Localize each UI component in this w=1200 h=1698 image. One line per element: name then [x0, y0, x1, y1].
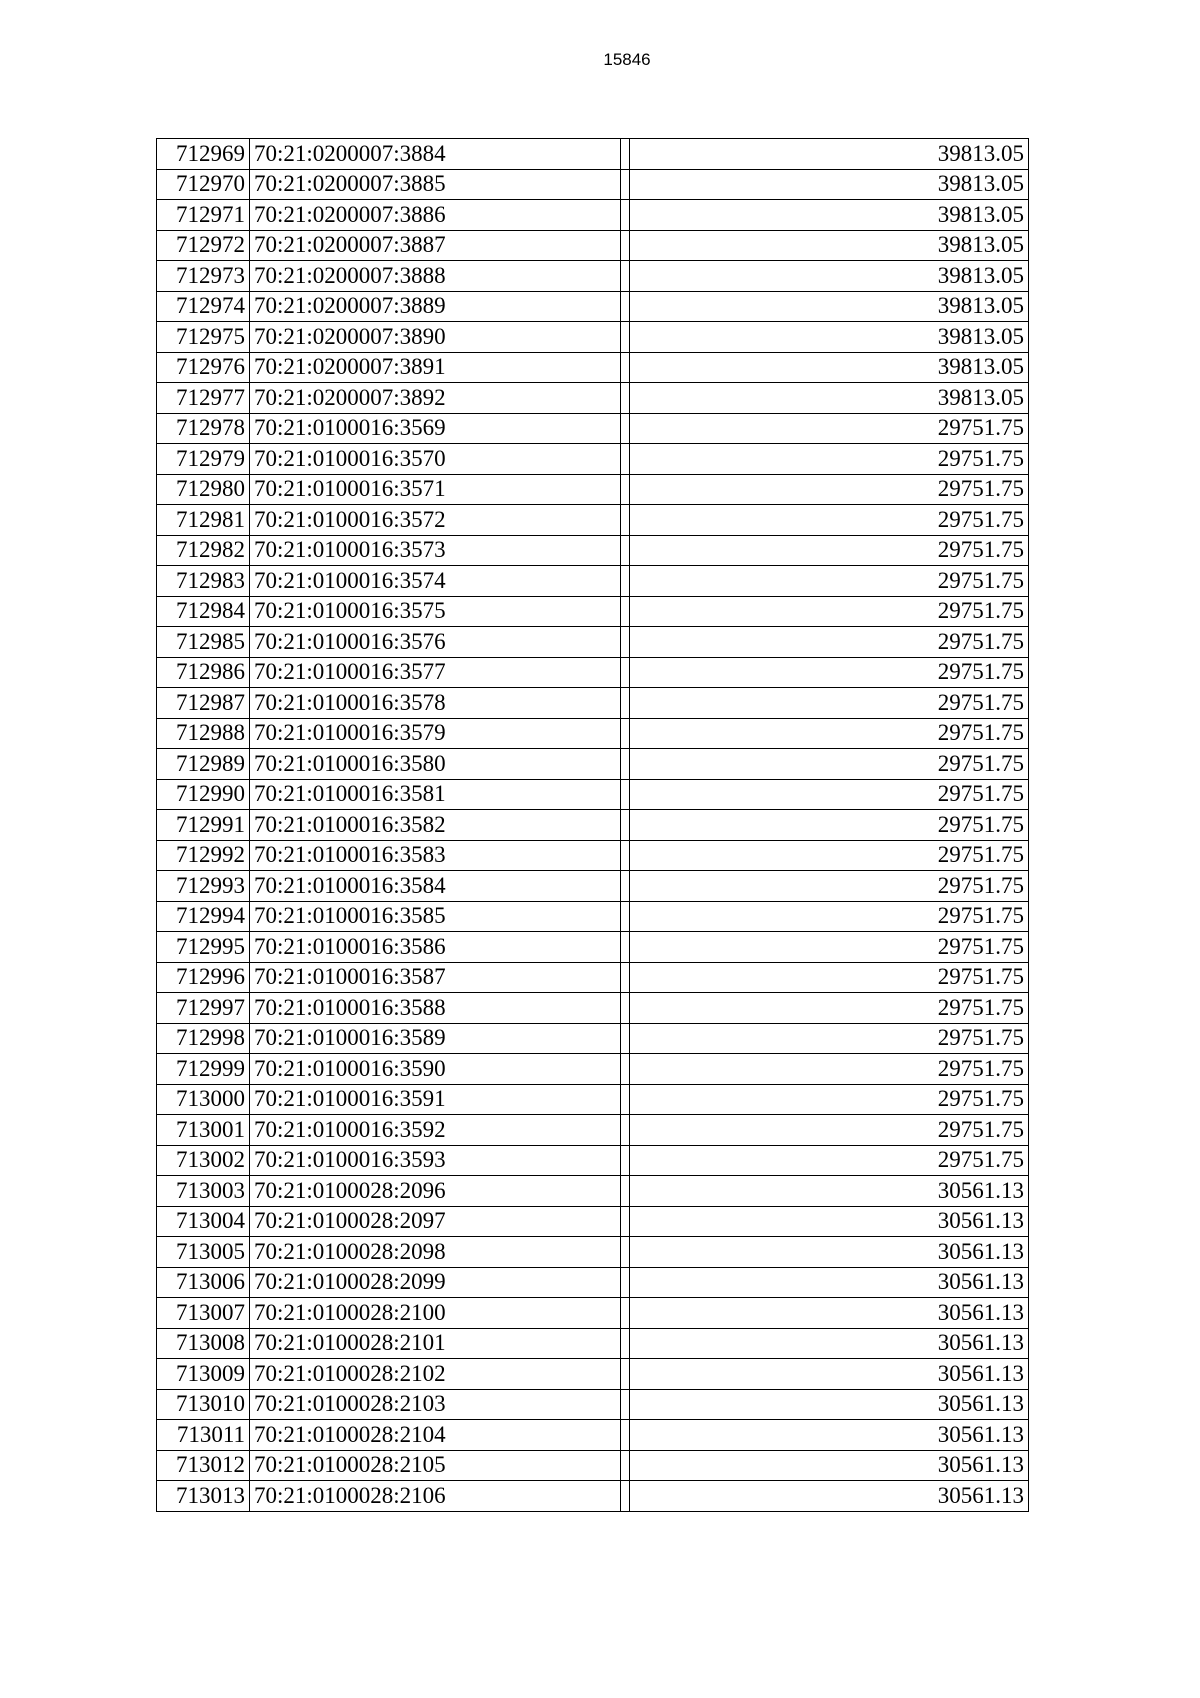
row-number: 713011 [157, 1420, 250, 1451]
value: 29751.75 [630, 871, 1029, 902]
blank-cell [621, 1267, 630, 1298]
cadastral-number: 70:21:0100016:3592 [250, 1115, 621, 1146]
blank-cell [621, 200, 630, 231]
blank-cell [621, 230, 630, 261]
cadastral-number: 70:21:0100016:3579 [250, 718, 621, 749]
value: 29751.75 [630, 566, 1029, 597]
row-number: 712985 [157, 627, 250, 658]
cadastral-number: 70:21:0100028:2100 [250, 1298, 621, 1329]
row-number: 712989 [157, 749, 250, 780]
row-number: 713001 [157, 1115, 250, 1146]
table-row [157, 139, 1029, 170]
value: 29751.75 [630, 474, 1029, 505]
value: 29751.75 [630, 1054, 1029, 1085]
table-row [157, 535, 1029, 566]
value: 30561.13 [630, 1328, 1029, 1359]
table-row [157, 1359, 1029, 1390]
value: 29751.75 [630, 1145, 1029, 1176]
row-number: 712998 [157, 1023, 250, 1054]
cadastral-number: 70:21:0100016:3582 [250, 810, 621, 841]
table-row [157, 505, 1029, 536]
table-row [157, 1267, 1029, 1298]
table-row [157, 993, 1029, 1024]
blank-cell [621, 1054, 630, 1085]
blank-cell [621, 779, 630, 810]
row-number: 712971 [157, 200, 250, 231]
table-row [157, 688, 1029, 719]
blank-cell [621, 474, 630, 505]
value: 29751.75 [630, 505, 1029, 536]
blank-cell [621, 962, 630, 993]
value: 29751.75 [630, 901, 1029, 932]
row-number: 713008 [157, 1328, 250, 1359]
blank-cell [621, 1237, 630, 1268]
blank-cell [621, 169, 630, 200]
data-table [156, 138, 1029, 1512]
blank-cell [621, 261, 630, 292]
value: 39813.05 [630, 261, 1029, 292]
cadastral-number: 70:21:0100016:3583 [250, 840, 621, 871]
cadastral-number: 70:21:0100016:3573 [250, 535, 621, 566]
row-number: 713007 [157, 1298, 250, 1329]
row-number: 712980 [157, 474, 250, 505]
blank-cell [621, 291, 630, 322]
table-row [157, 261, 1029, 292]
value: 30561.13 [630, 1206, 1029, 1237]
cadastral-number: 70:21:0200007:3891 [250, 352, 621, 383]
page-number: 15846 [603, 50, 651, 69]
blank-cell [621, 749, 630, 780]
table-row [157, 627, 1029, 658]
row-number: 712984 [157, 596, 250, 627]
table-row [157, 200, 1029, 231]
cadastral-number: 70:21:0100028:2102 [250, 1359, 621, 1390]
value: 39813.05 [630, 322, 1029, 353]
table-row [157, 871, 1029, 902]
row-number: 712974 [157, 291, 250, 322]
cadastral-number: 70:21:0200007:3890 [250, 322, 621, 353]
row-number: 712982 [157, 535, 250, 566]
blank-cell [621, 566, 630, 597]
row-number: 712975 [157, 322, 250, 353]
table-row [157, 596, 1029, 627]
cadastral-number: 70:21:0200007:3892 [250, 383, 621, 414]
blank-cell [621, 383, 630, 414]
row-number: 712977 [157, 383, 250, 414]
blank-cell [621, 1359, 630, 1390]
blank-cell [621, 1420, 630, 1451]
table-row [157, 1481, 1029, 1512]
table-row [157, 352, 1029, 383]
blank-cell [621, 1023, 630, 1054]
value: 29751.75 [630, 444, 1029, 475]
table-row [157, 1054, 1029, 1085]
table-row [157, 1115, 1029, 1146]
cadastral-number: 70:21:0100016:3586 [250, 932, 621, 963]
row-number: 713006 [157, 1267, 250, 1298]
row-number: 713000 [157, 1084, 250, 1115]
row-number: 713002 [157, 1145, 250, 1176]
cadastral-number: 70:21:0100016:3575 [250, 596, 621, 627]
table-row [157, 1206, 1029, 1237]
cadastral-number: 70:21:0100028:2098 [250, 1237, 621, 1268]
table-row [157, 962, 1029, 993]
value: 29751.75 [630, 749, 1029, 780]
row-number: 713013 [157, 1481, 250, 1512]
value: 30561.13 [630, 1359, 1029, 1390]
table-row [157, 1298, 1029, 1329]
value: 29751.75 [630, 779, 1029, 810]
value: 30561.13 [630, 1389, 1029, 1420]
blank-cell [621, 413, 630, 444]
row-number: 712994 [157, 901, 250, 932]
value: 30561.13 [630, 1450, 1029, 1481]
row-number: 712993 [157, 871, 250, 902]
cadastral-number: 70:21:0100016:3587 [250, 962, 621, 993]
row-number: 712999 [157, 1054, 250, 1085]
table-row [157, 1145, 1029, 1176]
value: 29751.75 [630, 932, 1029, 963]
value: 30561.13 [630, 1298, 1029, 1329]
row-number: 713009 [157, 1359, 250, 1390]
row-number: 712972 [157, 230, 250, 261]
row-number: 712986 [157, 657, 250, 688]
row-number: 713003 [157, 1176, 250, 1207]
cadastral-number: 70:21:0100016:3577 [250, 657, 621, 688]
row-number: 712976 [157, 352, 250, 383]
cadastral-number: 70:21:0100016:3590 [250, 1054, 621, 1085]
value: 39813.05 [630, 291, 1029, 322]
table-row [157, 657, 1029, 688]
table-row [157, 474, 1029, 505]
value: 29751.75 [630, 413, 1029, 444]
value: 30561.13 [630, 1481, 1029, 1512]
cadastral-number: 70:21:0100016:3571 [250, 474, 621, 505]
blank-cell [621, 139, 630, 170]
table-row [157, 230, 1029, 261]
table-row [157, 322, 1029, 353]
table-row [157, 901, 1029, 932]
table-row [157, 932, 1029, 963]
row-number: 712970 [157, 169, 250, 200]
blank-cell [621, 444, 630, 475]
blank-cell [621, 1115, 630, 1146]
value: 30561.13 [630, 1420, 1029, 1451]
blank-cell [621, 1176, 630, 1207]
cadastral-number: 70:21:0200007:3886 [250, 200, 621, 231]
value: 29751.75 [630, 840, 1029, 871]
blank-cell [621, 718, 630, 749]
value: 29751.75 [630, 688, 1029, 719]
row-number: 712979 [157, 444, 250, 475]
cadastral-number: 70:21:0100028:2103 [250, 1389, 621, 1420]
cadastral-number: 70:21:0100028:2097 [250, 1206, 621, 1237]
cadastral-number: 70:21:0200007:3889 [250, 291, 621, 322]
blank-cell [621, 871, 630, 902]
row-number: 712992 [157, 840, 250, 871]
cadastral-number: 70:21:0200007:3885 [250, 169, 621, 200]
value: 39813.05 [630, 230, 1029, 261]
blank-cell [621, 1481, 630, 1512]
table-row [157, 810, 1029, 841]
value: 39813.05 [630, 200, 1029, 231]
table-row [157, 718, 1029, 749]
row-number: 712973 [157, 261, 250, 292]
blank-cell [621, 657, 630, 688]
cadastral-number: 70:21:0100016:3576 [250, 627, 621, 658]
cadastral-number: 70:21:0100028:2106 [250, 1481, 621, 1512]
row-number: 713010 [157, 1389, 250, 1420]
value: 30561.13 [630, 1176, 1029, 1207]
row-number: 713012 [157, 1450, 250, 1481]
blank-cell [621, 1328, 630, 1359]
value: 39813.05 [630, 352, 1029, 383]
row-number: 712978 [157, 413, 250, 444]
row-number: 712981 [157, 505, 250, 536]
row-number: 713005 [157, 1237, 250, 1268]
row-number: 712990 [157, 779, 250, 810]
row-number: 713004 [157, 1206, 250, 1237]
table-row [157, 1420, 1029, 1451]
row-number: 712987 [157, 688, 250, 719]
cadastral-number: 70:21:0100028:2105 [250, 1450, 621, 1481]
row-number: 712995 [157, 932, 250, 963]
row-number: 712969 [157, 139, 250, 170]
blank-cell [621, 1450, 630, 1481]
cadastral-number: 70:21:0100016:3589 [250, 1023, 621, 1054]
blank-cell [621, 932, 630, 963]
cadastral-number: 70:21:0100016:3588 [250, 993, 621, 1024]
cadastral-number: 70:21:0100016:3580 [250, 749, 621, 780]
table-row [157, 1023, 1029, 1054]
row-number: 712996 [157, 962, 250, 993]
blank-cell [621, 505, 630, 536]
table-body [157, 139, 1029, 1512]
cadastral-number: 70:21:0100028:2101 [250, 1328, 621, 1359]
cadastral-number: 70:21:0100016:3574 [250, 566, 621, 597]
value: 29751.75 [630, 962, 1029, 993]
value: 30561.13 [630, 1237, 1029, 1268]
cadastral-number: 70:21:0100016:3569 [250, 413, 621, 444]
blank-cell [621, 688, 630, 719]
table-row [157, 779, 1029, 810]
cadastral-number: 70:21:0200007:3888 [250, 261, 621, 292]
row-number: 712991 [157, 810, 250, 841]
cadastral-number: 70:21:0200007:3884 [250, 139, 621, 170]
blank-cell [621, 596, 630, 627]
cadastral-number: 70:21:0100016:3593 [250, 1145, 621, 1176]
cadastral-number: 70:21:0100028:2104 [250, 1420, 621, 1451]
cadastral-number: 70:21:0100016:3570 [250, 444, 621, 475]
table-row [157, 444, 1029, 475]
value: 29751.75 [630, 810, 1029, 841]
value: 30561.13 [630, 1267, 1029, 1298]
table-row [157, 840, 1029, 871]
cadastral-number: 70:21:0100016:3585 [250, 901, 621, 932]
blank-cell [621, 1389, 630, 1420]
table-row [157, 383, 1029, 414]
table-row [157, 566, 1029, 597]
blank-cell [621, 352, 630, 383]
blank-cell [621, 322, 630, 353]
table-row [157, 1237, 1029, 1268]
row-number: 712997 [157, 993, 250, 1024]
table-row [157, 291, 1029, 322]
blank-cell [621, 1298, 630, 1329]
table-row [157, 749, 1029, 780]
row-number: 712983 [157, 566, 250, 597]
blank-cell [621, 840, 630, 871]
value: 29751.75 [630, 627, 1029, 658]
blank-cell [621, 993, 630, 1024]
cadastral-number: 70:21:0100016:3591 [250, 1084, 621, 1115]
row-number: 712988 [157, 718, 250, 749]
blank-cell [621, 627, 630, 658]
blank-cell [621, 1145, 630, 1176]
table-row [157, 169, 1029, 200]
table-row [157, 1176, 1029, 1207]
table-row [157, 1450, 1029, 1481]
value: 29751.75 [630, 1023, 1029, 1054]
cadastral-number: 70:21:0100028:2096 [250, 1176, 621, 1207]
value: 29751.75 [630, 1115, 1029, 1146]
table-row [157, 1328, 1029, 1359]
value: 39813.05 [630, 139, 1029, 170]
table-row [157, 1084, 1029, 1115]
value: 29751.75 [630, 657, 1029, 688]
cadastral-number: 70:21:0100016:3584 [250, 871, 621, 902]
cadastral-number: 70:21:0200007:3887 [250, 230, 621, 261]
blank-cell [621, 901, 630, 932]
value: 39813.05 [630, 169, 1029, 200]
value: 29751.75 [630, 718, 1029, 749]
table-row [157, 1389, 1029, 1420]
blank-cell [621, 1084, 630, 1115]
blank-cell [621, 535, 630, 566]
cadastral-number: 70:21:0100028:2099 [250, 1267, 621, 1298]
value: 29751.75 [630, 993, 1029, 1024]
blank-cell [621, 1206, 630, 1237]
cadastral-number: 70:21:0100016:3581 [250, 779, 621, 810]
value: 29751.75 [630, 1084, 1029, 1115]
cadastral-number: 70:21:0100016:3578 [250, 688, 621, 719]
table-row [157, 413, 1029, 444]
cadastral-number: 70:21:0100016:3572 [250, 505, 621, 536]
blank-cell [621, 810, 630, 841]
value: 39813.05 [630, 383, 1029, 414]
value: 29751.75 [630, 535, 1029, 566]
value: 29751.75 [630, 596, 1029, 627]
